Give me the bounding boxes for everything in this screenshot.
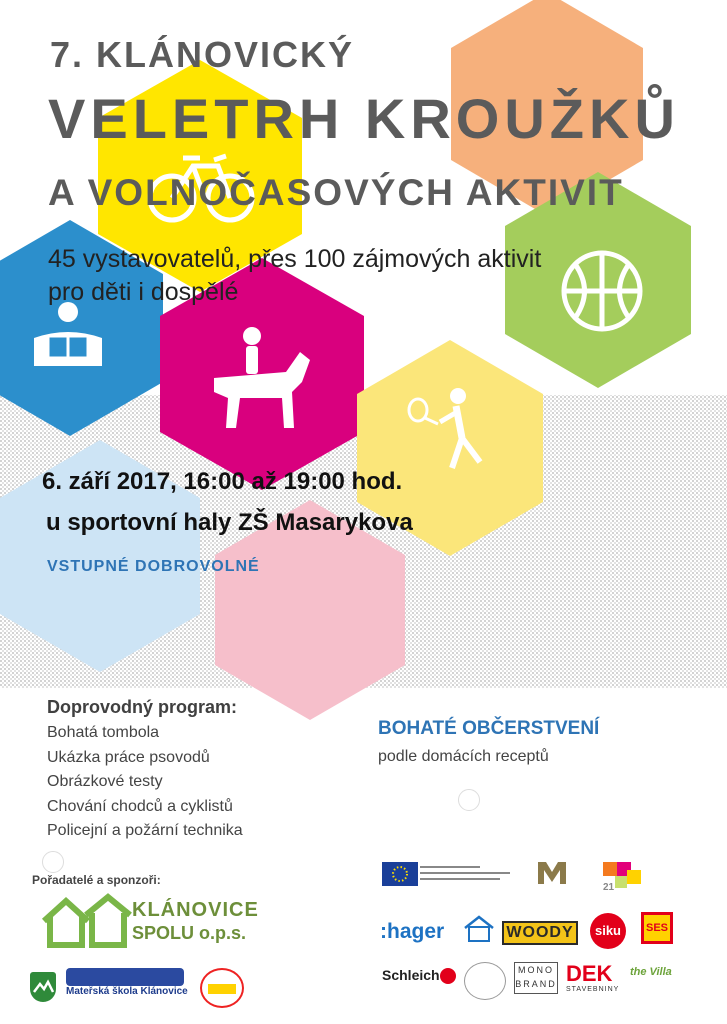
- eu-flag-icon: [382, 862, 418, 886]
- villa-logo: [630, 966, 690, 996]
- municipal-coat-of-arms: [30, 972, 56, 1002]
- ministry-logo: [532, 858, 572, 888]
- subtitle-line-1: 45 vystavovatelů, přes 100 zájmových aktivit: [48, 245, 542, 273]
- title-line-2: VELETRH KROUŽKŮ: [48, 87, 680, 150]
- house-logo: [461, 914, 497, 944]
- mountain-icon: [30, 972, 56, 1002]
- event-date: 6. září 2017, 16:00 až 19:00 hod.: [42, 468, 403, 495]
- club-logo-stripe: [208, 984, 236, 994]
- decorative-circle: [42, 851, 64, 873]
- eu-text-logo: [420, 862, 520, 886]
- dek-subtext: STAVEBNINY: [566, 986, 620, 993]
- villa-text: the Villa: [630, 966, 672, 978]
- subtitle-line-2: pro děti i dospělé: [48, 278, 239, 307]
- schleich-text: Schleich: [382, 967, 440, 983]
- klanovice-spolu-logo: [40, 893, 270, 951]
- siku-logo: [590, 913, 626, 949]
- schleich-logo: [382, 967, 458, 991]
- dek-logo: [566, 962, 624, 998]
- event-place: u sportovní haly ZŠ Masarykova: [46, 509, 413, 536]
- title-line-1: 7. KLÁNOVICKÝ: [50, 34, 355, 75]
- decorative-circle: [458, 789, 480, 811]
- houses-icon: [40, 893, 136, 949]
- organizers-label: Pořadatelé a sponzoři:: [32, 873, 161, 887]
- woody-logo: [502, 921, 578, 945]
- kindergarten-logo: [66, 968, 188, 1004]
- logo-line-2: SPOLU o.p.s.: [132, 923, 247, 943]
- hager-logo: :hager: [380, 920, 445, 943]
- schleich-s-icon: [440, 968, 456, 984]
- title-line-3: A VOLNOČASOVÝCH AKTIVIT: [48, 172, 624, 213]
- dek-text: DEK: [566, 961, 613, 986]
- basketball-icon: [564, 253, 640, 329]
- school-club-logo: [200, 968, 244, 1008]
- siku-text: siku: [594, 923, 621, 938]
- program-item: Bohatá tombola: [47, 724, 160, 741]
- kindergarten-name: Mateřská škola Klánovice: [66, 986, 188, 997]
- program-list: [47, 721, 243, 844]
- ses-logo: [641, 912, 673, 944]
- subtitle: [48, 243, 541, 310]
- entry-fee: VSTUPNÉ DOBROVOLNÉ: [47, 558, 260, 575]
- round-stamp-logo: [464, 962, 506, 1000]
- logo-line-1: KLÁNOVICE: [132, 899, 259, 921]
- program-item: Chování chodců a cyklistů: [47, 797, 233, 815]
- program-item: Policejní a požární technika: [47, 822, 243, 839]
- kindergarten-banner: [66, 968, 184, 986]
- ses-text: SES: [645, 922, 668, 934]
- mono-text: MONO: [518, 965, 554, 975]
- food-title: BOHATÉ OBČERSTVENÍ: [378, 718, 600, 739]
- mono-brand-logo: [514, 962, 558, 994]
- brand-text: BRAND: [515, 979, 557, 989]
- program-title: Doprovodný program:: [47, 697, 238, 717]
- logo-21: [603, 862, 641, 896]
- food-subtitle: podle domácích receptů: [378, 748, 549, 765]
- logo-21-text: 21: [603, 882, 615, 893]
- program-item: Obrázkové testy: [47, 773, 163, 790]
- woody-text: WOODY: [506, 924, 574, 941]
- program-item: Ukázka práce psovodů: [47, 748, 210, 766]
